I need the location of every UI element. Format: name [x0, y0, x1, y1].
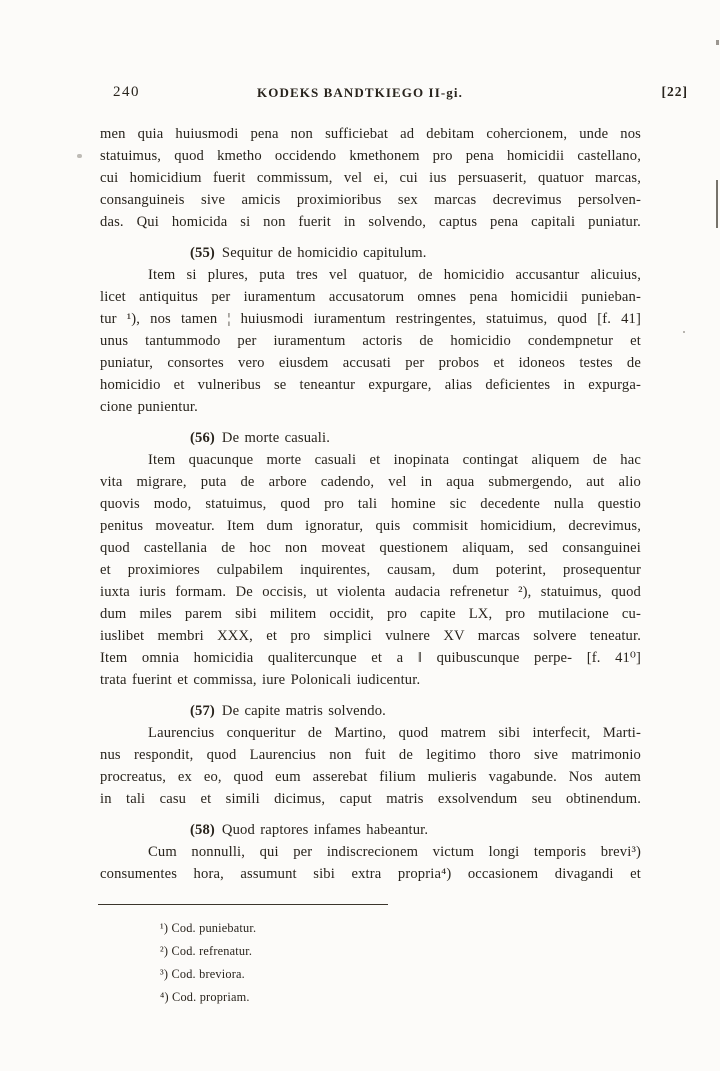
paragraph [100, 722, 641, 810]
text-line: in tali casu et simili dicimus, caput matris exsolvendum seu obtinendum. [100, 791, 641, 807]
section-title: De morte casuali. [221, 430, 330, 446]
text-line: et proximiores culpabilem inquirentes, causam, dum poterint, prosequentur [100, 562, 641, 578]
page-header [0, 84, 720, 102]
section-heading [100, 427, 641, 449]
text-body [100, 123, 641, 885]
text-line: iuxta iuris formam. De occisis, ut violenta audacia refrenetur ²), statuimus, quod [100, 584, 641, 600]
section-heading [100, 700, 641, 722]
column-bracket-number: [22] [661, 84, 688, 99]
paragraph [100, 264, 641, 418]
text-line: consumentes hora, assumunt sibi extra propria⁴) occasionem divagandi et [100, 866, 641, 882]
paragraph [100, 123, 641, 233]
section-title: Quod raptores infames habeantur. [221, 822, 429, 838]
text-line: Laurencius conqueritur de Martino, quod matrem sibi interfecit, Marti- [148, 725, 641, 741]
section-heading [100, 819, 641, 841]
text-line: iuslibet membri XXX, et pro simplici vulnere XV marcas solvere teneatur. [100, 628, 641, 644]
text-line: homicidio et vulneribus se teneantur expurgare, alias deficientes in expurga- [100, 377, 641, 393]
footnote-line: ³) Cod. breviora. [160, 967, 245, 981]
text-line: cione punientur. [100, 399, 198, 415]
section-title: Sequitur de homicidio capitulum. [221, 245, 427, 261]
text-line: cui homicidium fuerit commissum, vel ei, cui ius persuaserit, quatuor marcas, [100, 170, 641, 186]
scan-edge-artifact [716, 180, 718, 228]
scan-speck-artifact [77, 154, 82, 158]
section-number: (55) [190, 245, 215, 261]
page-number: 240 [113, 84, 140, 100]
paragraph [100, 449, 641, 691]
text-line: Cum nonnulli, qui per indiscrecionem victum longi temporis brevi³) [148, 844, 641, 860]
text-line: consanguineis sive amicis proximioribus sex marcas decrevimus persolven- [100, 192, 641, 208]
text-line: licet antiquitus per iuramentum accusatorum omnes pena homicidii punieban- [100, 289, 641, 305]
section-number: (57) [190, 703, 215, 719]
scan-speck-artifact [683, 331, 685, 333]
section-number: (58) [190, 822, 215, 838]
text-line: statuimus, quod kmetho occidendo kmethonem pro pena homicidii castellano, [100, 148, 641, 164]
text-line: unus tantummodo per iuramentum actoris de homicidio condempnetur et [100, 333, 641, 349]
paragraph [100, 841, 641, 885]
text-line: penitus moveatur. Item dum ignoratur, quis commisit homicidium, decrevimus, [100, 518, 641, 534]
text-line: Item omnia homicidia qualitercunque et a ‖ quibuscunque perpe- [f. 41⁰] [100, 650, 641, 666]
text-line: das. Qui homicida si non fuerit in solvendo, captus pena capitali puniatur. [100, 214, 641, 230]
text-line: nus respondit, quod Laurencius non fuit de legitimo thoro sive matrimonio [100, 747, 641, 763]
text-line: procreatus, ex eo, quod eum asserebat filium mulieris vagabunde. Nos autem [100, 769, 641, 785]
text-line: tur ¹), nos tamen ¦ huiusmodi iuramentum restringentes, statuimus, quod [f. 41] [100, 311, 641, 327]
text-line: vita migrare, puta de arbore cadendo, vel in aqua submergendo, aut alio [100, 474, 641, 490]
footnote-line: ¹) Cod. puniebatur. [160, 921, 257, 935]
footnote-line: ⁴) Cod. propriam. [160, 990, 250, 1004]
section-number: (56) [190, 430, 215, 446]
text-line: quovis modo, statuimus, quod pro tali homine sic decedente nulla questio [100, 496, 641, 512]
text-line: Item quacunque morte casuali et inopinata contingat aliquem de hac [148, 452, 641, 468]
text-line: Item si plures, puta tres vel quatuor, de homicidio accusantur alicuius, [148, 267, 641, 283]
footnote-divider [98, 904, 388, 905]
text-line: dum miles parem sibi militem occidit, pro capite LX, pro mutilacione cu- [100, 606, 641, 622]
footnote-line: ²) Cod. refrenatur. [160, 944, 253, 958]
footnotes [160, 917, 720, 1009]
text-line: men quia huiusmodi pena non sufficiebat ad debitam cohercionem, unde nos [100, 126, 641, 142]
running-title: KODEKS BANDTKIEGO II-gi. [257, 85, 463, 100]
text-line: puniatur, consortes vero eiusdem accusati per probos et idoneos testes de [100, 355, 641, 371]
scan-edge-artifact [716, 40, 719, 45]
text-line: quod castellania de hoc non moveat questionem aliquam, sed consanguinei [100, 540, 641, 556]
section-title: De capite matris solvendo. [221, 703, 386, 719]
text-line: trata fuerint et commissa, iure Polonicali iudicentur. [100, 672, 421, 688]
section-heading [100, 242, 641, 264]
